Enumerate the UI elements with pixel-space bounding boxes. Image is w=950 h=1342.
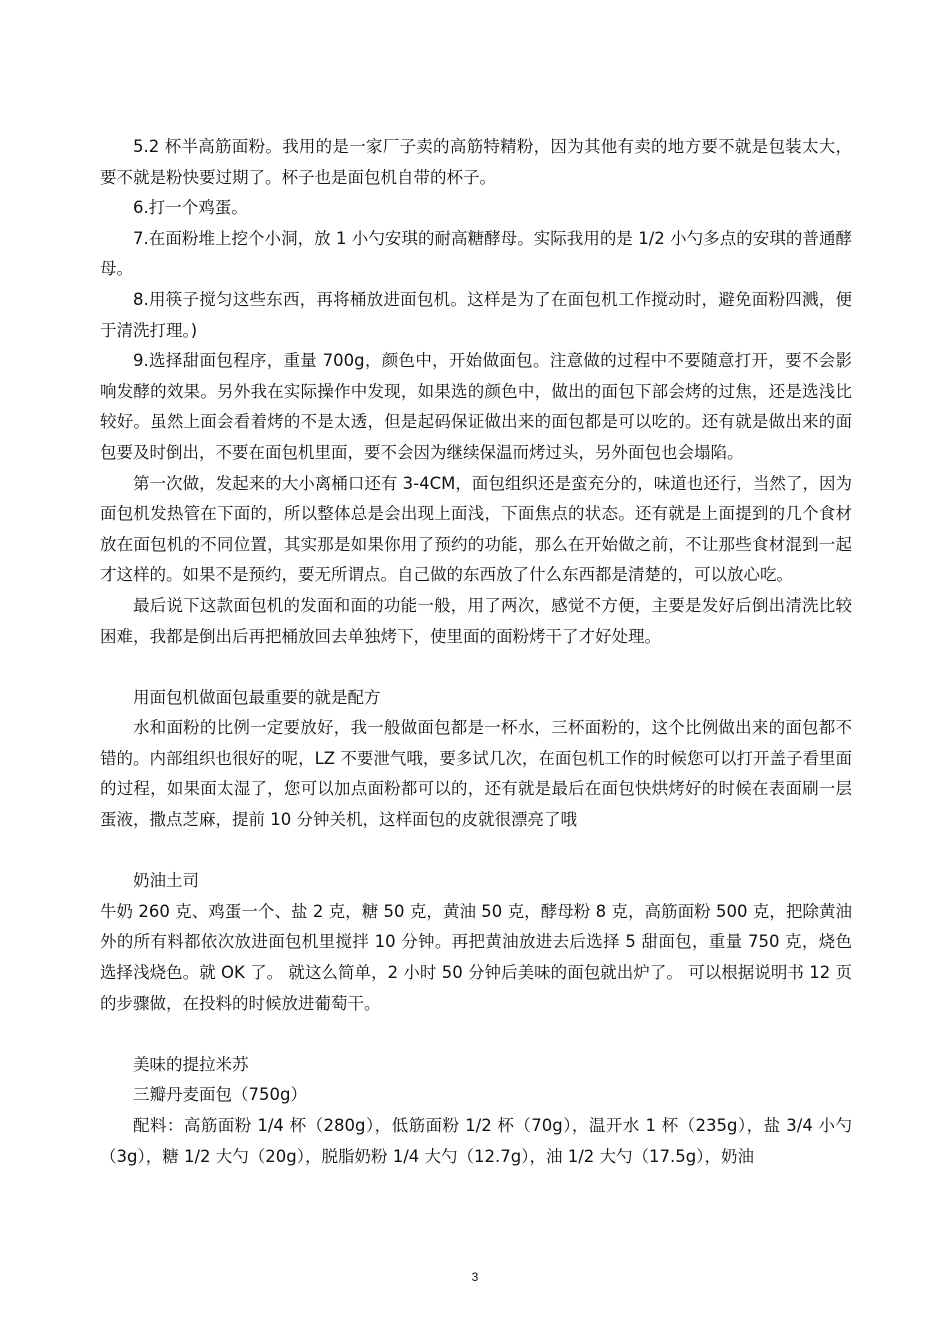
tiramisu-section-subheading: 三瓣丹麦面包（750g） [133, 1085, 307, 1105]
paragraph-first-attempt: 第一次做，发起来的大小离桶口还有 3-4CM，面包组织还是蛮充分的，味道也还行，当然了，因为面包机发热管在下面的，所以整体总是会出现上面浅，下面焦点的状态。还有就是上面提到的几个食材放在面包机的不同位置，其实那是如果你用了预约的功能，那么在开始做之前，不让那些食材混到一起才这样的。如果不是预约，要无所谓点。自己做的东西放了什么东西都是清楚的，可以放心吃。 [100, 473, 852, 585]
paragraph-conclusion: 最后说下这款面包机的发面和面的功能一般，用了两次，感觉不方便，主要是发好后倒出清洗比较困难，我都是倒出后再把桶放回去单独烤下，使里面的面粉烤干了才好处理。 [100, 595, 852, 646]
toast-section-body: 牛奶 260 克、鸡蛋一个、盐 2 克，糖 50 克，黄油 50 克，酵母粉 8 克，高筋面粉 500 克，把除黄油外的所有料都依次放进面包机里搅拌 10 分钟。再把黄油放进去后选择 5 甜面包，重量 750 克，烧色选择浅烧色。就 OK 了。 就这么简单，2 小时 50 分钟后美味的面包就出炉了。 可以根据说明书 12 页的步骤做，在投料的时候放进葡萄干。 [100, 901, 852, 1013]
section-spacer [100, 652, 852, 683]
toast-section-heading: 奶油土司 [133, 871, 199, 891]
tiramisu-section-heading: 美味的提拉米苏 [133, 1054, 249, 1074]
paragraph-step-5: 5.2 杯半高筋面粉。我用的是一家厂子卖的高筋特精粉，因为其他有卖的地方要不就是包装太大，要不就是粉快要过期了。杯子也是面包机自带的杯子。 [100, 137, 852, 187]
paragraph-step-6: 6.打一个鸡蛋。 [133, 198, 248, 218]
recipe-section-body: 水和面粉的比例一定要放好，我一般做面包都是一杯水，三杯面粉的，这个比例做出来的面包都不错的。内部组织也很好的呢，LZ 不要泄气哦，要多试几次，在面包机工作的时候您可以打开盖子看里面的过程，如果面太湿了，您可以加点面粉都可以的，还有就是最后在面包快烘烤好的时候在表面刷一层蛋液，撒点芝麻，提前 10 分钟关机，这样面包的皮就很漂亮了哦 [100, 718, 852, 830]
paragraph-step-9: 9.选择甜面包程序，重量 700g，颜色中，开始做面包。注意做的过程中不要随意打开，要不会影响发酵的效果。另外我在实际操作中发现，如果选的颜色中，做出的面包下部会烤的过焦，还是选浅比较好。虽然上面会看着烤的不是太透，但是起码保证做出来的面包都是可以吃的。还有就是做出来的面包要及时倒出，不要在面包机里面，要不会因为继续保温而烤过头，另外面包也会塌陷。 [100, 351, 852, 462]
paragraph-step-8: 8.用筷子搅匀这些东西，再将桶放进面包机。这样是为了在面包机工作搅动时，避免面粉四溅，便于清洗打理。) [100, 289, 852, 340]
document-body [100, 132, 852, 1172]
tiramisu-ingredients: 配料：高筋面粉 1/4 杯（280g），低筋面粉 1/2 杯（70g），温开水 1 杯（235g），盐 3/4 小勺（3g），糖 1/2 大勺（20g），脱脂奶粉 1/4 大勺（12.7g），油 1/2 大勺（17.5g），奶油 [100, 1116, 852, 1166]
page-number: 3 [471, 1270, 479, 1284]
section-spacer [100, 836, 852, 867]
recipe-section-heading: 用面包机做面包最重要的就是配方 [133, 687, 381, 707]
paragraph-step-7: 7.在面粉堆上挖个小洞，放 1 小勺安琪的耐高糖酵母。实际我用的是 1/2 小勺多点的安琪的普通酵母。 [100, 228, 852, 279]
section-spacer [100, 1019, 852, 1050]
